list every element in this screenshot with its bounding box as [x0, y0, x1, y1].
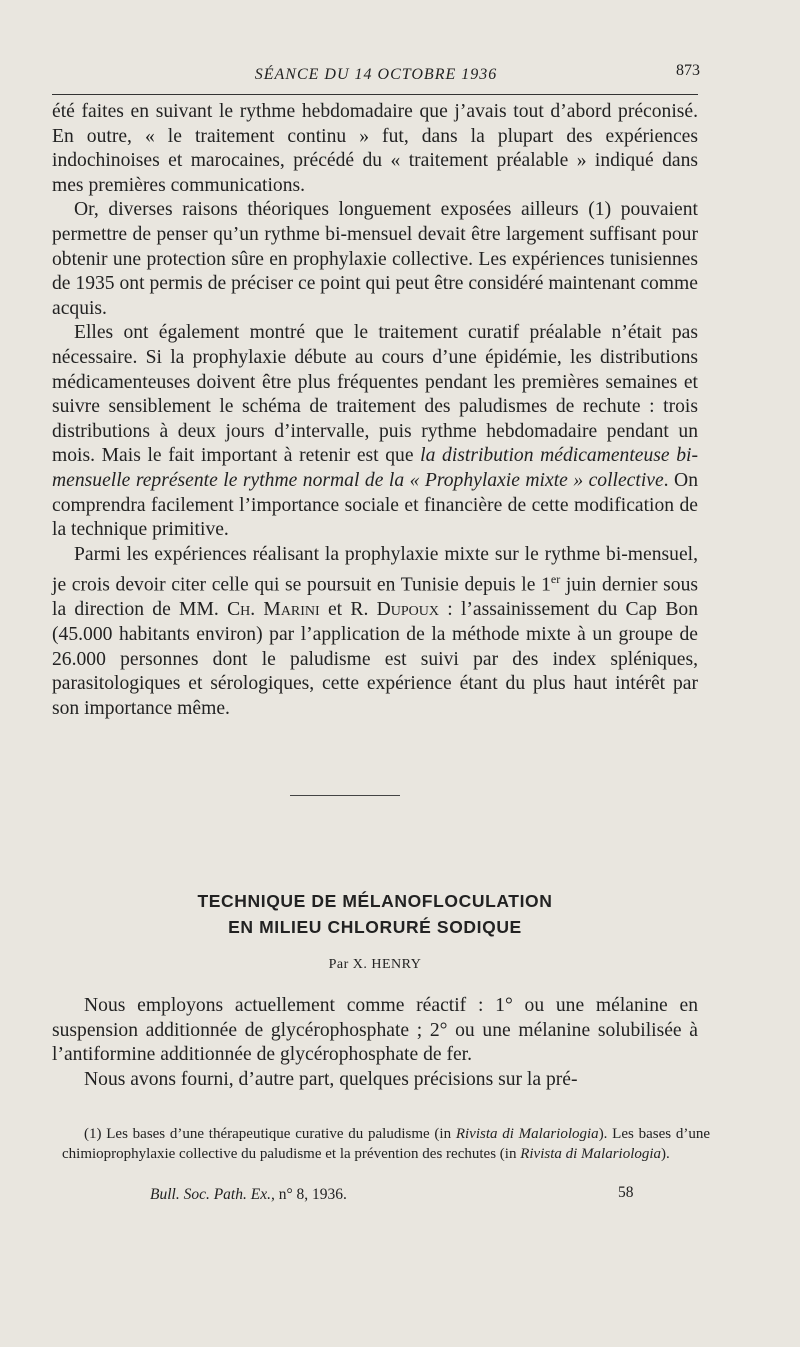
paragraph-4-superscript: er — [550, 572, 561, 587]
author-name-dupoux: Dupoux — [376, 599, 439, 621]
paragraph-4-text-d: : l’assainissement du Cap Bon (45.000 habitants environ) par l’application de la méthode mixte à un groupe de 26.000 personnes dont le paludisme est suivi par des index spléniques, parasitologiques et sérologiques, cette expérience étant du plus haut intérêt par son importance même. — [52, 599, 698, 719]
paragraph-4-text-b: juin dernier sous la direction de MM. — [52, 574, 698, 621]
article-text — [52, 994, 698, 1092]
footnote — [62, 1124, 710, 1164]
paragraph-3-text-c: . On comprendra facilement l’importance sociale et financière de cette modification de la technique primitive. — [52, 469, 698, 541]
section-divider — [290, 795, 400, 796]
article-author: Par X. HENRY — [328, 957, 422, 972]
article-title-line-2: EN MILIEU CHLORURÉ SODIQUE — [228, 917, 522, 937]
paragraph-1: été faites en suivant le rythme hebdomadaire que j’avais tout d’abord préconisé. En outre, « le traitement continu » fut, dans la plupart des expériences indochinoises et marocaines, précédé du « traitement préalable » indiqué dans mes premières communications. — [52, 101, 698, 196]
journal-citation — [150, 1186, 347, 1204]
sheet-number: 58 — [618, 1184, 634, 1201]
article-title — [52, 888, 698, 940]
paragraph-4-text-c: et R. — [319, 599, 377, 621]
running-header — [52, 62, 700, 88]
paragraph-4 — [52, 543, 698, 722]
article-paragraph-1: Nous employons actuellement comme réactif : 1° ou une mélanine en suspension additionnée de glycérophosphate ; 2° ou une mélanine solubilisée à l’antiformine additionnée de glycérophosphate de fer. — [52, 995, 698, 1066]
footnote-part-c: ). Les bases d’une chimioprophylaxie collective du paludisme et la prévention des rechutes (in — [62, 1126, 710, 1162]
article-title-line-1: TECHNIQUE DE MÉLANOFLOCULATION — [197, 891, 553, 911]
header-rule — [52, 94, 698, 95]
citation-issue: n° 8, 1936. — [274, 1186, 347, 1203]
page-number: 873 — [676, 62, 700, 79]
paragraph-3 — [52, 321, 698, 542]
main-text — [52, 100, 698, 721]
paragraph-4-text-a: Parmi les expériences réalisant la prophylaxie mixte sur le rythme bi-mensuel, je crois devoir citer celle qui se poursuit en Tunisie depuis le 1 — [52, 543, 698, 596]
paragraph-3-emphasis: la distribution médicamenteuse bi-mensuelle représente le rythme normal de la « Prophylaxie mixte » collective — [52, 445, 699, 491]
paragraph-3-text-a: Elles ont également montré que le traitement curatif préalable n’était pas nécessaire. Si la prophylaxie débute au cours d’une épidémie, les distributions médicamenteuses doivent être plus fréquentes pendant les premières semaines et suivre sensiblement le schéma de traitement des paludismes de rechute : trois distributions à deux jours d’intervalle, puis rythme hebdomadaire pendant un mois. Mais le fait important à retenir est que — [52, 322, 698, 467]
footnote-part-a: (1) Les bases d’une thérapeutique curative du paludisme (in — [84, 1126, 456, 1142]
footnote-journal-1: Rivista di Malariologia — [455, 1126, 599, 1142]
author-name-marini: Ch. Marini — [227, 599, 320, 621]
footnote-journal-2: Rivista di Malariologia — [520, 1146, 662, 1162]
citation-journal: Bull. Soc. Path. Ex., — [150, 1186, 275, 1203]
paragraph-2: Or, diverses raisons théoriques longuement exposées ailleurs (1) pouvaient permettre de penser qu’un rythme bi-mensuel devait être largement suffisant pour obtenir une protection sûre en prophylaxie collective. Les expériences tunisiennes de 1935 ont permis de préciser ce point qui peut être considéré maintenant comme acquis. — [52, 199, 698, 319]
footnote-text — [62, 1124, 710, 1164]
running-title: SÉANCE DU 14 OCTOBRE 1936 — [254, 66, 498, 83]
article-paragraph-2: Nous avons fourni, d’autre part, quelques précisions sur la pré- — [84, 1068, 578, 1090]
footnote-part-e: ). — [661, 1146, 670, 1162]
